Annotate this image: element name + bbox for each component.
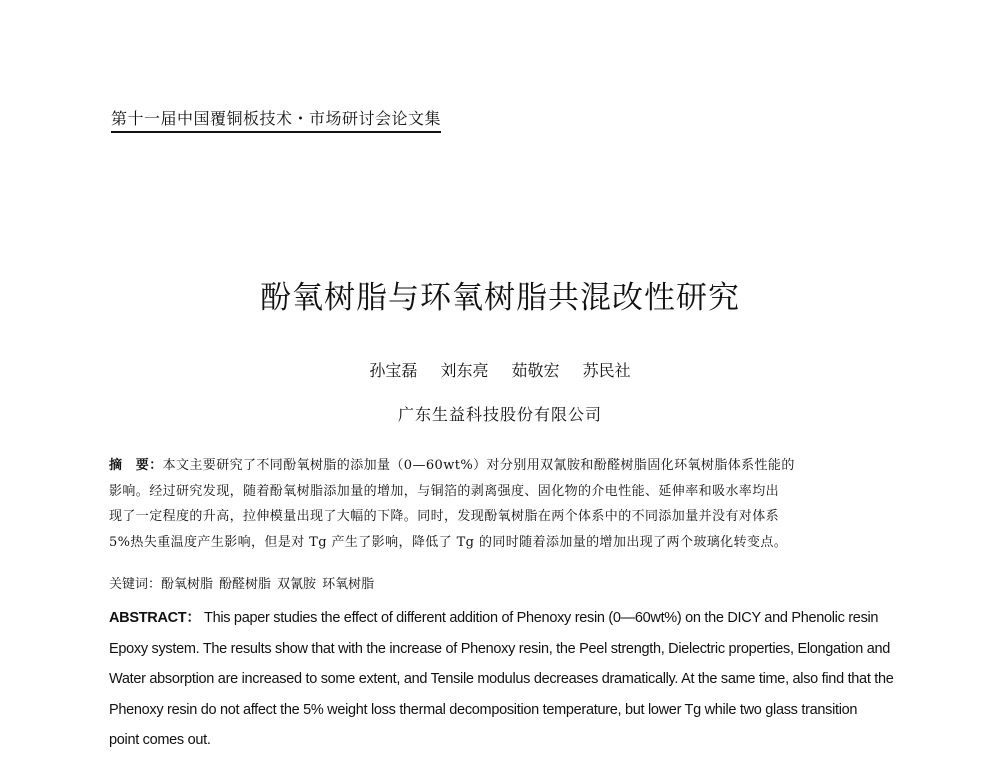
- keyword: 酚氧树脂: [161, 577, 214, 592]
- abstract-line: 现了一定程度的升高，拉伸模量出现了大幅的下降。同时，发现酚氧树脂在两个体系中的不同添加量并没有对体系: [109, 509, 780, 524]
- abstract-line: [109, 453, 899, 479]
- english-abstract: [109, 603, 899, 756]
- abstract-line: Epoxy system. The results show that with the increase of Phenoxy resin, the Peel strength, Dielectric properties, Elongation and: [109, 640, 891, 657]
- abstract-line: 影响。经过研究发现，随着酚氧树脂添加量的增加，与铜箔的剥离强度、固化物的介电性能、延伸率和吸水率均出: [109, 483, 780, 499]
- keyword: 双氰胺: [277, 577, 317, 592]
- author-name: 刘东亮: [440, 361, 489, 380]
- keyword: 酚醛树脂: [219, 577, 272, 592]
- abstract-line: Water absorption are increased to some extent, and Tensile modulus decreases dramatically. At the same time, also find that the: [109, 671, 894, 687]
- author-name: 苏民社: [582, 361, 631, 380]
- abstract-line: point comes out.: [109, 732, 211, 748]
- abstract-line: 5%热失重温度产生影响，但是对 Tg 产生了影响，降低了 Tg 的同时随着添加量的增加出现了两个玻璃化转变点。: [109, 534, 788, 550]
- keyword: 环氧树脂: [322, 577, 375, 592]
- abstract-text: 本文主要研究了不同酚氧树脂的添加量（0—60wt%）对分别用双氰胺和酚醛树脂固化环氧树脂体系性能的: [162, 458, 795, 473]
- keywords: [109, 573, 899, 592]
- author-name: 茹敬宏: [511, 361, 560, 380]
- affiliation: 广东生益科技股份有限公司: [397, 405, 602, 424]
- paper-title: 酚氧树脂与环氧树脂共混改性研究: [260, 280, 740, 316]
- chinese-abstract: [109, 453, 899, 555]
- abstract-line: [109, 603, 899, 634]
- running-header: 第十一届中国覆铜板技术・市场研讨会论文集: [111, 106, 441, 133]
- abstract-text: This paper studies the effect of different addition of Phenoxy resin (0—60wt%) on the DICY and Phenolic resin: [204, 610, 879, 626]
- abstract-line: Phenoxy resin do not affect the 5% weight loss thermal decomposition temperature, but lower Tg while two glass transition: [109, 701, 858, 718]
- abstract-label: 摘 要：: [109, 458, 163, 473]
- author-name: 孙宝磊: [369, 361, 418, 380]
- author-list: [0, 358, 1000, 381]
- keywords-label: 关键词：: [109, 577, 162, 592]
- abstract-label: ABSTRACT：: [109, 610, 201, 626]
